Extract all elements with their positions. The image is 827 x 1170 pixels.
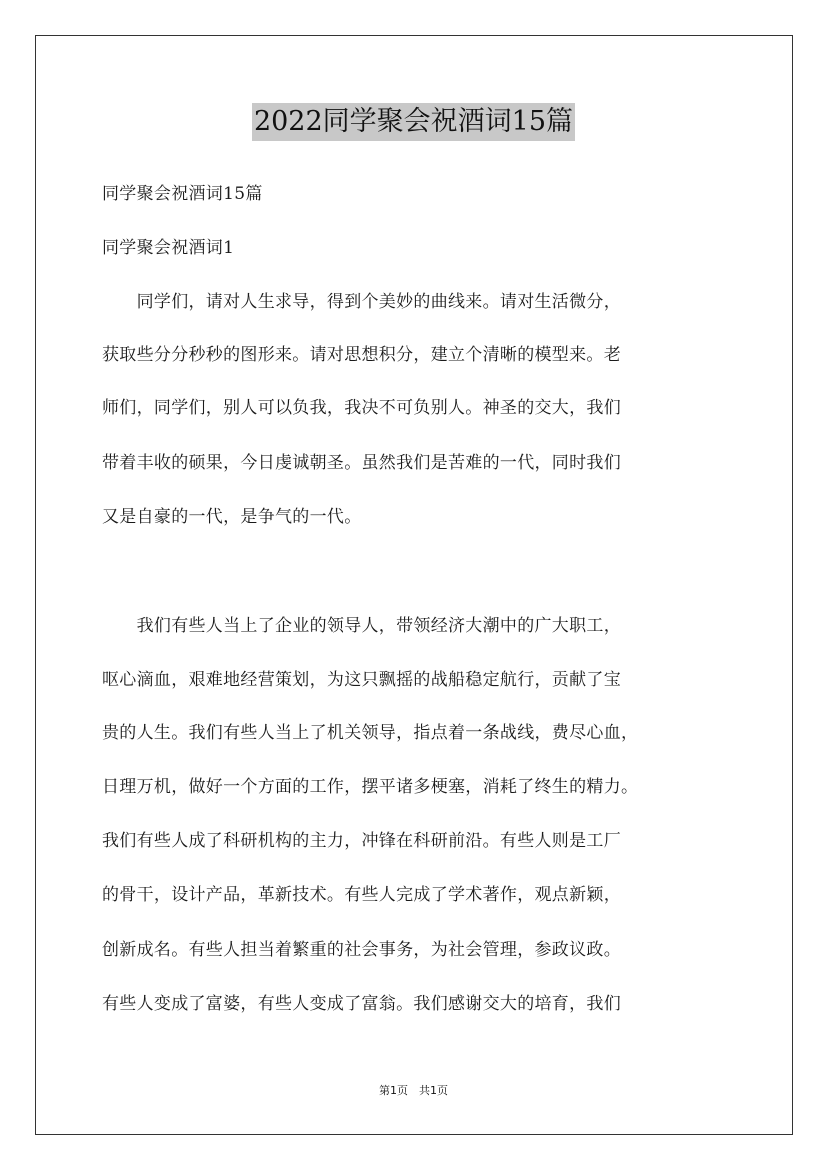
page-footer: 第1页 共1页 — [379, 1084, 448, 1097]
subtitle: 同学聚会祝酒词15篇 — [102, 184, 263, 204]
document-title: 2022同学聚会祝酒词15篇 — [252, 103, 575, 141]
paragraph-line: 获取些分分秒秒的图形来。请对思想积分，建立个清晰的模型来。老 — [102, 345, 621, 365]
paragraph-line: 日理万机，做好一个方面的工作，摆平诸多梗塞，消耗了终生的精力。 — [102, 777, 639, 797]
paragraph-line: 带着丰收的硕果，今日虔诚朝圣。虽然我们是苦难的一代，同时我们 — [102, 453, 621, 473]
paragraph-line: 创新成名。有些人担当着繁重的社会事务，为社会管理，参政议政。 — [102, 940, 621, 960]
paragraph-line: 师们，同学们，别人可以负我，我决不可负别人。神圣的交大，我们 — [102, 398, 621, 418]
paragraph-line: 贵的人生。我们有些人当上了机关领导，指点着一条战线，费尽心血， — [102, 723, 639, 743]
paragraph-line: 呕心滴血，艰难地经营策划，为这只飘摇的战船稳定航行，贡献了宝 — [102, 670, 621, 690]
paragraph-line: 同学们，请对人生求导，得到个美妙的曲线来。请对生活微分， — [102, 292, 621, 312]
paragraph-line: 的骨干，设计产品，革新技术。有些人完成了学术著作，观点新颖， — [102, 885, 621, 905]
title-container — [0, 103, 827, 141]
paragraph-line: 又是自豪的一代，是争气的一代。 — [102, 507, 362, 527]
paragraph-line: 我们有些人当上了企业的领导人，带领经济大潮中的广大职工， — [102, 616, 621, 636]
paragraph-line: 有些人变成了富婆，有些人变成了富翁。我们感谢交大的培育，我们 — [102, 994, 621, 1014]
paragraph-line: 我们有些人成了科研机构的主力，冲锋在科研前沿。有些人则是工厂 — [102, 831, 621, 851]
section-heading: 同学聚会祝酒词1 — [102, 238, 235, 258]
